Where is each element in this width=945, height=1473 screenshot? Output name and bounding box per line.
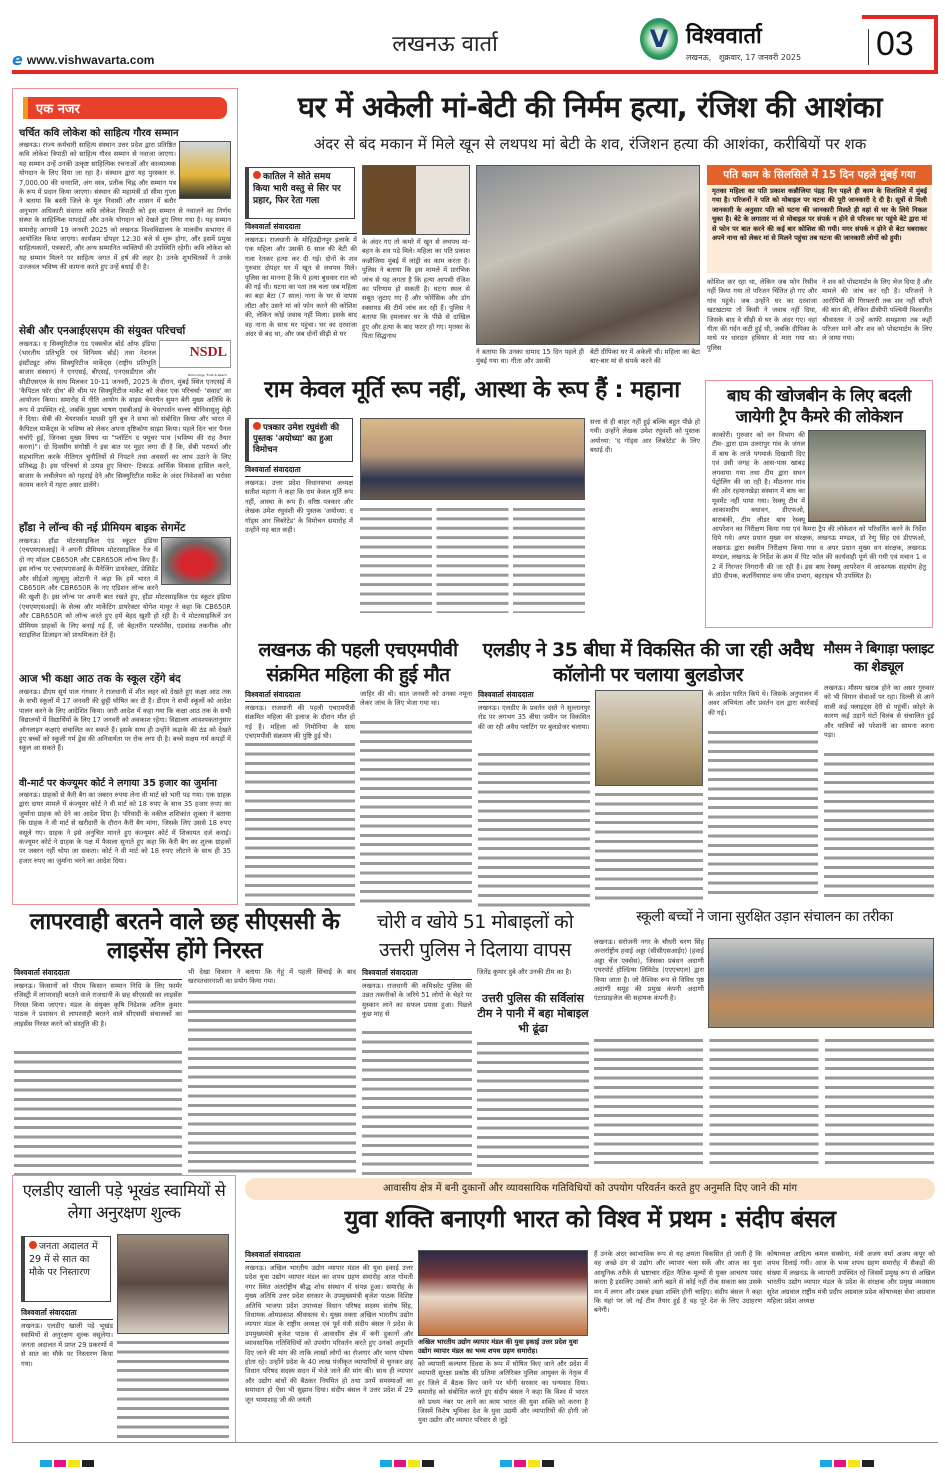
article-text: कोशिश कर रहा था, लेकिन जब फोन रिसीव नहीं किया गया तो परिजन चिंतित हो गए और गांव पहुंचे। जब उन्होंने घर का दरवाजा खटखटाया तो किसी ने जवाब नहीं दिया, जिसके बाद वे सीढ़ी से घर के अंदर गए। वहां गीता की गर्दन कटी हुई थी, जबकि दीपिका के माथे पर धारदार हथियार से मारा गया था। पुलिस <box>707 278 817 352</box>
sidebar-item-title: सेबी और एनआईएसएम की संयुक्त परिचर्चा <box>19 325 186 337</box>
article-text: कोषाध्यक्ष आदित्य कमल सक्सेना, मंत्री अजय वर्मा अजय कपूर को शपथ दिलाई गयी। आज के भव्य शपथ ग्रहण समारोह में सैकड़ों की संख्या में लखनऊ के व्यापारी उपस्थित रहे जिसमें प्रमुख रूप से अखिल भारतीय उद्योग व्यापार मंडल के प्रदेश के संरक्षक और प्रमुख व्यवसाय सुरेश अग्रवाल राष्ट्रीय मंत्री प्रदीप अग्रवाल प्रदेश कोषाध्यक्ष सेवा अग्रवाल महिला प्रदेश अध्यक्ष <box>767 1250 935 1306</box>
byline: विश्ववार्ता संवाददाता <box>362 968 472 980</box>
article-text: सत्ता से ही बाहर नहीं हुई बल्कि बहुत पीछे हो गयी। उन्होंने लेखक उमेश रघुवंशी को पुस्तक अयोध्या: 'द गॉड्स आर लिबरेटेड' के लिए बधाई दी। <box>590 418 700 455</box>
article-text: ने शव को पोस्टमार्टम के लिए भेज दिया है और मामले की जांच कर रही है। परिजनों ने आरोपियों की गिरफ्तारी तक शव नहीं सौंपने की बात की, लेकिन डीसीपी पश्चिमी विश्वजीत श्रीवास्तव ने उन्हें काफी समझाया तब कहीं परिजन माने और शव को पोस्टमार्टम के लिए ले जाया गया। <box>822 278 932 343</box>
byline: विश्ववार्ता संवाददाता <box>478 690 590 702</box>
bike-photo <box>161 537 231 585</box>
crowd-photo <box>476 165 700 345</box>
weather-headline: मौसम ने बिगाड़ा फ्लाइट का शेड्यूल <box>823 641 934 675</box>
bullet-icon <box>253 171 261 179</box>
article-text: लखनऊ। किसानों को पीएम किसान सम्मान निधि के लिए फार्मर रजिस्ट्री में लापरवाही बरतने वाले राजधानी के छह सीएससी का लाइसेंस निरस्त किया जाएगा। मंडल के संयुक्त कृषि निदेशक अनिल कुमार पाठक ने प्रशासन से लापरवाही बरतने वाले सीएससी संचालकों का लाइसेंस निरस्त करने को संस्तुति की है। <box>14 982 182 1028</box>
bullet-icon <box>29 1241 37 1249</box>
article-text-columns <box>360 505 585 613</box>
website-link[interactable]: e www.vishwavarta.com <box>12 50 155 69</box>
bulldozer-photo <box>595 690 703 786</box>
school-headline: स्कूली बच्चों ने जाना सुरक्षित उड़ान संचालन का तरीका <box>636 909 893 925</box>
sidebar-item-title: हॉंडा ने लॉन्च की नई प्रीमियम बाइक सेगमेंट <box>19 522 186 534</box>
brand-name: विश्ववार्ता <box>686 24 762 49</box>
photo-caption: अखिल भारतीय उद्योग व्यापार मंडल की युवा इकाई उत्तर प्रदेश युवा उद्योग व्यापार मंडल का भव्य शपथ ग्रहण समारोह। <box>418 1338 588 1359</box>
tiger-story <box>705 380 933 628</box>
oath-ceremony-photo <box>418 1250 588 1336</box>
page-number: 03 <box>876 25 914 63</box>
article-text: भी देखा किसान ने बताया कि गेहूं में पहली सिंचाई के बाद खरपतवारनाशी का प्रयोग किया गया। <box>188 968 356 986</box>
print-color-bar <box>40 1452 96 1471</box>
sidebar-item-text: लखनऊ। ग्राहकों से कैरी बैग का जबरन रुपया लेना वी मार्ट को भारी पड़ गया। एक ग्राहक द्वारा दायर मामले में कंज्यूमर कोर्ट ने वी मार्ट को 18 रुपए के साथ 35 हजार रुपए का जुर्माना ग्राहक को देने का आदेश दिया है। परिवादी के वकील शशिकांत शुक्ला ने बताया कि ग्राहक ने वी मार्ट से खरीदारी के दौरान कैरी बैग मांगा, जिसके लिए उससे 18 रुपए वसूले गए। ग्राहक ने इसे अनुचित मानते हुए कंज्यूमर कोर्ट में शिकायत दर्ज कराई। कंज्यूमर कोर्ट ने ग्राहक के पक्ष में फैसला सुनाते हुए कहा कि कैरी बैग का शुल्क ग्राहकों पर जबरन नहीं थोपा जा सकता। कोर्ट ने वी मार्ट को 18 रुपए लौटाने के साथ ही 35 हजार रुपए का जुर्माना भरने का आदेश दिया। <box>19 791 231 865</box>
article-text: लखनऊ। सरोजनी नगर के चौधरी चरण सिंह अन्तर्राष्ट्रीय हवाई अड्डा (सीसीएसआईए) (हवाई अड्डा चेंज एक्सेस), जिसका प्रबंधन अदाणी एयरपोर्ट होल्डिंग्स लिमिटेड (एएएचएल) द्वारा किया जाता है। जो वैश्विक रूप से विविध पृष्ठ अदाणी समूह की प्रमुख कंपनी अदाणी एंटरप्राइजेज की सहायक कंपनी है। <box>594 938 704 1003</box>
mobiles-headline: चोरी व खोये 51 मोबाइलों को उत्तरी पुलिस ने दिलाया वापस <box>376 911 574 961</box>
sidebar-item-text: लखनऊ। राज्य कर्मचारी साहित्य संस्थान उत्तर प्रदेश द्वारा प्रतिष्ठित कवि लोकेश त्रिपाठी को साहित्य गौरव सम्मान से नवाजा जाएगा। यह सम्मान उन्हें उनकी उत्कृष्ट साहित्यिक रचनाओं और काव्यात्मक योगदान के लिए दिया जा रहा है। संस्थान द्वारा यह पुरस्कार रु. 7,000.00 की धनराशि, अंग वस्त्र, प्रतीक चिह्न और सम्मान पत्र के रूप में प्रदान किया जाएगा। संस्थान की महामंत्री डॉ सीमा गुप्ता ने बताया कि बस्ती जिले के मूल निवासी और शासन में बतौर अनुभाग अधिकारी संवारत कवि लोकेश त्रिपाठी को इस सम्मान से नवाजने का निर्णय संस्था के साहित्यिक मापदंडों और उनके योगदान को देखते हुए लिया गया है। यह सम्मान समारोह आगामी 19 जनवरी 2025 को लखनऊ विश्वविद्यालय के मालवीय सभागार में आयोजित किया जाएगा। कार्यक्रम दोपहर 12:30 बजे से शुरू होगा, और इसमें प्रमुख साहित्यकारों, पत्रकारों, और अन्य सम्मानित व्यक्तियों की उपस्थिति रहेगी। कवि लोकेश को यह सम्मान मिलने पर साहित्य जगत में हर्ष की लहर है। उनके शुभचिंतकों ने उनके उज्जवल भविष्य की कामना करते हुए उन्हें बधाई दी है। <box>19 141 231 272</box>
print-color-bar <box>500 1452 556 1471</box>
tiger-headline: बाघ की खोजबीन के लिए बदली जायेगी ट्रैप कैमरे की लोकेशन <box>727 386 911 426</box>
sidebar-item-text: लखनऊ। द सिक्युरिटीज एंड एक्सचेंज बोर्ड ऑफ इंडिया (भारतीय प्रतिभूति एवं विनिमय बोर्ड) तथा नेशनल इंस्टीट्यूट ऑफ सिक्युरिटीज मार्केट्स (राष्ट्रीय प्रतिभूति बाजार संस्थान) ने एनएसई, बीएसई, एनएसडीएल और सीडीएसएल के साथ मिलकर 10-11 जनवरी, 2025 के दौरान, मुंबई स्थित एनएसई में 'कैपिटल फॉर ग्रोथ' की थीम पर सिक्युरिटीज मार्केट को लेकर एक परिचर्चा- 'संवाद' का आयोजन किया। समारोह में नीति आयोग के वाइस चेयरमैन सुमन बेरी मुख्य अतिथि के रूप में उपस्थित रहे, जबकि मुख्य भाषण एसबीआई के चेयरपर्सन चल्ला श्रीनिवासुलु सेट्टी ने दिया। सेबी की चेयरपर्सन माधवी पुरी बुच ने सभा को संबोधित किया और भारत में कैपिटल मार्केट्स के भविष्य को लेकर अपना दृष्टिकोण साझा किया। पहले दिन चार पैनल चर्चाएँ हुईं, जिनका मुख्य विषय था "प्लॉटिंग द फ्यूचर पाथ (भविष्य की राह तैयार करना)"। दो दिवसीय संगोष्ठी ने इस बात पर मुहर लगा दी है कि, सेबी परामर्श और सहभागिता करके नीतिगत चुनौतियों से निपटने तथा अवसरों का लाभ उठाने के लिए प्रतिबद्ध है। इस परिचर्चा से उत्पन्न हुए विचार- टिकाऊ आर्थिक विकास हासिल करने, बाजार के लचीलेपन को गहराई देने और सिक्युरिटीज मार्केट के अंदर निवेशकों का भरोसा कायम करने में गहरा असर डालेंगे। <box>19 340 231 490</box>
footer-rule <box>12 1442 938 1443</box>
ram-headline: राम केवल मूर्ति रूप नहीं, आस्था के रूप हैं : महाना <box>264 377 680 403</box>
section-title: लखनऊ वार्ता <box>392 32 498 57</box>
article-text: के अंदर गए तो कमरे में खून से लथपथ मां-बहन के शव पड़े मिले। महिला का पति प्रकाश कन्नौजिया मुंबई में लांड्री का काम करता है। पुलिस ने बताया कि इस मामले में प्रारंभिक जांच से यह लगता है कि हत्या आपसी रंजिश का परिणाम हो सकती है। घटना स्थल से सबूत जुटाए गए हैं और फोरेंसिक और डॉग स्क्वायड की टीमें जांच कर रही हैं। पुलिस ने बताया कि हमलावर घर के पीछे से दाखिल हुए और हत्या के बाद फरार हो गए। मृतका के पिता सिद्धनाथ <box>362 238 470 341</box>
article-text: लखनऊ। राजधानी की पहली एचएमपीवी संक्रमित महिला की इलाज के दौरान मौत हो गई है। महिला को निमोनिया के साथ एचएमपीवी संक्रमण की पुष्टि हुई थी। <box>245 704 355 741</box>
lead-subhead: अंदर से बंद मकान में मिले खून से लथपथ मां बेटी के शव, रंजिशन हत्या की आशंका, करीबियों पर शक <box>313 135 867 153</box>
students-photo <box>708 938 934 1028</box>
byline: विश्ववार्ता संवाददाता <box>21 1308 113 1320</box>
byline: विश्ववार्ता संवाददाता <box>245 690 355 702</box>
article-text: बेटी दीपिका घर में अकेली थी। महिला का बेटा बार-बार मां से संपर्क करने की <box>590 348 700 366</box>
info-box <box>707 165 932 273</box>
sidebar-item-text: लखनऊ। हॉंडा मोटरसाइकिल एंड स्कूटर इंडिया (एचएमएसआई) ने अपनी प्रीमियम मोटरसाइकिल रेंज में दो नए मॉडल CB650R और CBR650R लॉन्च किए हैं। इस लॉन्च पर एचएमएसआई के मैनेजिंग डायरेक्टर, प्रेसिडेंट और सीईओ त्सुत्सुमु ओटानी ने कहा कि हमें भारत में CB650R और CBR650R के नए एडिशन लॉन्च करने की खुशी है। इस लॉन्च पर अपनी बात रखते हुए, हॉंडा मोटरसाइकिल एंड स्कूटर इंडिया (एचएमएसआई) के सेल्स और मार्केटिंग डायरेक्टर योगेश माथुर ने कहा कि CB650R और CBR650R को लॉन्च करते हुए हमें बेहद खुशी हो रही है। ये मोटरसाइकिलें उन प्रीमियम ग्राहकों के लिए बनाई गई हैं, जो बेहतरीन परफॉर्मेंस, एडवांस्ड तकनीक और स्टाइलिश डिजाइन को प्राथमिकता देते हैं। <box>19 537 231 640</box>
lead-callout: कातिल ने सोते समय किया भारी वस्तु से सिर पर प्रहार, फिर रेता गला <box>245 167 355 219</box>
article-text: लखनऊ। राजधानी के मोहिउद्दीनपुर इलाके में एक महिला और उसकी 6 साल की बेटी की गला रेतकर हत्या कर दी गई। दोनों के शव गुरुवार दोपहर घर में खून से लथपथ मिले। पुलिस का मानना है कि ये हत्या बुधवार रात को की गई थी। घटना का पता तब चला जब महिला का बड़ा बेटा (7 साल) नाना के घर से वापस लौटा और उसने मां को फोन करने की कोशिश की, लेकिन कोई जवाब नहीं मिला। इसके बाद वह नाना के साथ घर पहुंचा। घर का दरवाजा अंदर से बंद था, और जब दोनों सीढ़ी से घर <box>245 236 357 339</box>
article-text: लखनऊ। मौसम खराब होने का असर गुरुवार को भी विमान सेवाओं पर रहा। दिल्ली से आने वाली कई फ्लाइट्स देरी से पहुंचीं। कोहरे के कारण कई उड़ानें घंटों विलंब से संचालित हुईं और यात्रियों को परेशानी का सामना करना पड़ा। <box>824 684 934 740</box>
lda-headline: एलडीए ने 35 बीघा में विकसित की जा रही अवैध कॉलोनी पर चलाया बुलडोजर <box>482 639 814 686</box>
page-number-box <box>862 15 938 73</box>
print-color-bar <box>380 1452 436 1471</box>
mobiles-subhead: उत्तरी पुलिस की सर्विलांस टीम ने पानी में बहा मोबाइल भी ढूंढा <box>477 992 589 1035</box>
article-text: लखनऊ। राजधानी की कमिश्नरेट पुलिस की उन्नत तकनीकों के जरिये 51 लोगों के चेहरे पर मुस्कान लाने का सफल प्रयास हुआ। पिछले कुछ माह से <box>362 982 472 1019</box>
yuva-headline: युवा शक्ति बनाएगी भारत को विश्व में प्रथम : संदीप बंसल <box>344 1205 836 1233</box>
article-text-columns <box>594 1036 934 1164</box>
dateline: लखनऊ, शुक्रवार, 17 जनवरी 2025 <box>686 53 802 62</box>
yuva-kicker: आवासीय क्षेत्र में बनी दुकानों और व्यावसायिक गतिविधियों को उपयोग परिवर्तन करते हुए अनुमति दिए जाने की मांग <box>245 1178 935 1200</box>
byline: विश्ववार्ता संवाददाता <box>245 222 357 234</box>
article-text: लखनऊ। अखिल भारतीय उद्योग व्यापार मंडल की युवा इकाई उत्तर प्रदेश युवा उद्योग व्यापार मंडल का शपथ ग्रहण समारोह आज गोमती नगर स्थित अंतर्राष्ट्रीय बौद्ध शोध संस्थान में संपन्न हुआ। समारोह के मुख्य अतिथि उत्तर प्रदेश सरकार के उपमुख्यमंत्री बृजेश पाठक विशिष्ट अतिथि भाजपा प्रदेश उपाध्यक्ष विधान परिषद सदस्य संतोष सिंह, विधायक ओमप्रकाश श्रीवास्तव थे। मुख्य वक्ता अखिल भारतीय उद्योग व्यापार मंडल के राष्ट्रीय अध्यक्ष एवं पूर्व मंत्री संदीप बंसल ने प्रदेश के उपमुख्यमंत्री बृजेश पाठक से आवासीय क्षेत्र में बनी दुकानों और व्यावसायिक गतिविधियों को उपयोग परिवर्तन करते हुए उनको अनुमति दिए जाने की मांग की ताकि लाखों लोगों का रोजगार और भरण पोषण होता रहे। उन्होंने प्रदेश के 40 लाख पंजीकृत व्यापारियों से चुनकर छह विधान परिषद सदस्य सदन में भेजे जाने की मांग की। साथ ही व्यापार और उद्योग बांधों की बैठकर नियमित हो तथा उनमें समस्याओं का समाधान हो ऐसा भी सुझाव दिया। संदीप बंसल ने उत्तर प्रदेश में 29 जून भामाशाह जी की जयंती <box>245 1264 413 1404</box>
ram-callout: पत्रकार उमेश रघुवंशी की पुस्तक 'अयोध्या' का हुआ विमोचन <box>245 418 353 462</box>
forest-team-photo <box>808 430 926 522</box>
janta-adalat-photo <box>117 1234 229 1334</box>
article-text: लखनऊ। उत्तर प्रदेश विधानसभा अध्यक्ष सतीश महाना ने कहा कि राम केवल मूर्ति रूप नहीं, आस्था के रूप हैं। वरिष्ठ पत्रकार और लेखक उमेश रघुवंशी की पुस्तक 'अयोध्या: द गॉड्स आर लिबरेटेड' के विमोचन समारोह में उन्होंने यह बात कही। <box>245 479 353 535</box>
article-text: जितेंद्र कुमार दुबे और उनकी टीम का है। <box>477 968 572 976</box>
sidebar-item-title: चर्चित कवि लोकेश को साहित्य गौरव सम्मान <box>19 128 179 139</box>
sidebar-ek-nazar <box>12 88 238 905</box>
csc-headline: लापरवाही बरतने वाले छह सीएससी के लाइसेंस होंगे निरस्त <box>29 909 340 964</box>
article-text: ने बताया कि उनका दामाद 15 दिन पहले ही मुंबई गया था। गीता और उसकी <box>476 348 584 366</box>
lda-khaali-callout: जनता अदालत में 29 में से सात का मौके पर निस्तारण <box>21 1236 111 1302</box>
sidebar-label: एक नजर <box>23 97 227 119</box>
sidebar-item-title: वी-मार्ट पर कंज्यूमर कोर्ट ने लगाया 35 हजार का जुर्माना <box>19 778 217 789</box>
nsdl-logo: NSDL Technology, Trust & Reach <box>159 340 231 368</box>
article-text: जाहिर की थी। सात जनवरी को उनका नमूना लेकर जांच के लिए भेजा गया था। <box>360 690 472 708</box>
bullet-icon <box>253 422 261 430</box>
sidebar-item-title: आज भी कक्षा आठ तक के स्कूल रहेंगे बंद <box>19 673 181 685</box>
byline: विश्ववार्ता संवाददाता <box>14 968 182 980</box>
article-text: लखनऊ। एलडीए खाली पड़े भूखंड स्वामियों से अनुरक्षण शुल्क वसूलेगा। जनता अदालत में प्राप्त 29 प्रकरणों में से सात का मौके पर निस्तारण किया गया। <box>21 1322 113 1368</box>
print-color-bar <box>820 1452 876 1471</box>
info-box-title: पति काम के सिलसिले में 15 दिन पहले मुंबई गया <box>707 165 932 185</box>
article-text: लखनऊ। एलडीए के प्रवर्तन दस्ते ने सुल्तानपुर रोड पर लगभग 35 बीघा जमीन पर विकसित की जा रही अवैध प्लाटिंग पर बुलडोजर चलाया। <box>478 704 590 731</box>
browser-e-icon: e <box>12 50 23 69</box>
lda-khaali-headline: एलडीए खाली पड़े भूखंड स्वामियों से लेगा अनुरक्षण शुल्क <box>22 1181 226 1222</box>
lead-headline: घर में अकेली मां-बेटी की निर्मम हत्या, रंजिश की आशंका <box>297 90 883 124</box>
book-launch-photo <box>360 418 585 500</box>
lda-khaali-story <box>12 1175 236 1443</box>
article-text: को व्यापारी कल्याण दिवस के रूप में घोषित किए जाने और प्रदेश में व्यापारी सुरक्षा प्रकोष्ठ की प्रतिमा अतिरिक्त पुलिस आयुक्त के नेतृत्व में हर जिले में बैठक किए जाने पर योगी सरकार का धन्यवाद दिया। समारोह को संबोधित करते हुए संदीप बंसल ने कहा कि विश्व में भारत को प्रथम नंबर पर लाने का काम भारत की युवा शक्ति को करना है जिसमें विशेष भूमिका देश के युवा उद्यमी और व्यापारियों की होगी जो युवा उद्योग और व्यापार परिवार से जुड़े <box>418 1360 588 1425</box>
hmpv-headline: लखनऊ की पहली एचएमपीवी संक्रमित महिला की हुई मौत <box>258 639 458 686</box>
article-text: हैं उनके अंदर स्वाभाविक रूप से यह क्षमता विकसित हो जाती है कि वह अच्छे ढंग से उद्योग और व्यापार चला सकें और आज का युवा आधुनिक तरीके से भ्रष्टाचार रहित नैतिक मूल्यों से युक्त आचरण पसंद करता है इसलिए उसको आगे बढ़ने से कोई नहीं रोक सकता बस उसके मन में लगन और प्रबल इच्छा शक्ति होनी चाहिए। संदीप बंसल ने कहा कि यहां पर जो नई टीम तैयार हुई है वह पूरे देश के लिए उदाहरण बनेगी। <box>594 1250 762 1315</box>
article-text <box>595 790 703 900</box>
header-rule <box>12 70 938 74</box>
victims-photo <box>362 165 470 235</box>
tiger-text: काकोरी। गुरुवार को वन विभाग की टीम- द्वारा ग्राम उलरापुर गांव के जंगल में बाघ के ताजे पगमार्क दिखायी दिए एवं उसी जगह के आस-पास खाबड़ लगवाया गया तथा टीम द्वारा सघन पेट्रोलिंग की जा रही है। मीठनगर गांव की ओर रहमानखेड़ा संस्थान में बाघ का मूवमेंट नहीं पाया गया। रेस्क्यू टीम में आकाशदीप बधावन, डीएफओ, बाराबंकी, टीम लीडर बाघ रेस्क्यू आपरेशन का निरीक्षण किया गया एवं कैमरा ट्रैप की लोकेशन को परिवर्तित करने के निर्देश दिये गये। अपर प्रधान मुख्य वन संरक्षक, लखनऊ मण्डल, डॉ रेणु सिंह एवं डीएफओ, लखनऊ द्वारा स्थलीय निरीक्षण किया गया व अपर प्रधान मुख्य वन संरक्षक, लखनऊ मण्डल, लखनऊ के निर्देश के क्रम में पिट फॉल की कार्यवाही पूर्ण की गयी एवं मचान 1 व 2 में निरन्तर निगरानी की जा रही है। इस बाघ रेस्क्यू आपरेशन में आवश्यक सहयोग हेतु डॉ0 दीपक, कतर्नियाघाट वन्य जीव प्रभाग, बहराइच भी उपस्थित है। <box>712 431 926 581</box>
article-text: के आदेश पारित किये थे। जिसके अनुपालन में अवर अभियंता और प्रवर्तन दल द्वारा कार्रवाई की गई। <box>708 690 818 717</box>
info-box-text: मृतका महिला का पति प्रकाश कन्नौजिया पंद्रह दिन पहले ही काम के सिलसिले में मुंबई गया है। परिजनों ने पति को मोबाइल पर घटना की पूरी जानकारी दे दी है। सूत्रों से मिली जानकारी के अनुसार पति को घटना की जानकारी मिलते ही वहां से घर के लिये निकल चुका है। बेटे के लगातार मां से मोबाइल पर संपर्क न होने से परिजन घर पहुंचे बेटे द्वारा मां से फोन पर बात करने की कई बार कोशिश की गयी। मगर संपर्क न होने से बेटा घबराकर अपने नाना को लेकर मां से मिलने पहुंचा तब घटना की जानकारी लोगों को हुयी। <box>712 187 927 243</box>
brand-logo: V <box>640 18 678 60</box>
byline: विश्ववार्ता संवाददाता <box>245 465 353 477</box>
sidebar-item-text: लखनऊ। डीएम सूर्य पाल गंगवार ने राजधानी में शीत लहर को देखते हुए कक्षा आठ तक के सभी स्कूलों में 17 जनवरी की छुट्टी घोषित कर दी है। डीएम ने सभी स्कूलों को आदेश पालन करने के लिए आदेशित किया। जारी आदेश में कहा गया कि कक्षा आठ तक के सभी विद्यालयों में विद्यार्थियों के लिए 17 जनवरी को अवकाश रहेगा। विद्यालय आवश्यकतानुसार ऑनलाइन कक्षाएं संचालित कर सकते हैं। इसके साथ ही उन्होंने कड़ाके की ठंड को देखते हुए बच्चों को स्कूली गर्म ड्रेस की अनिवार्यता पर रोक लगा दी है। बच्चे सक्षम गर्म कपड़ों में स्कूल आ सकते हैं। <box>19 688 231 753</box>
poet-photo <box>179 141 231 199</box>
byline: विश्ववार्ता संवाददाता <box>245 1250 413 1262</box>
